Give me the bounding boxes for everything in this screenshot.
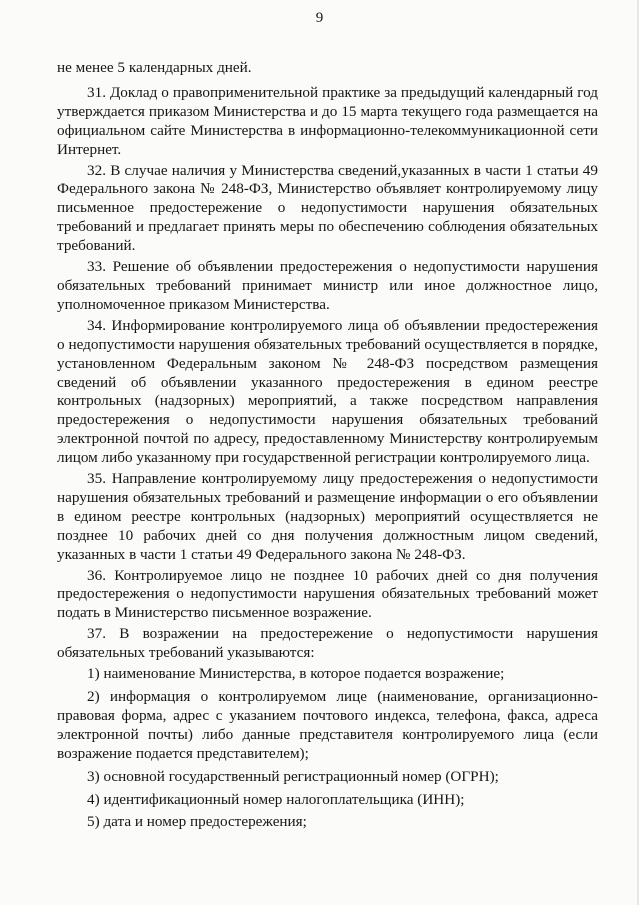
page-number: 9 [315, 10, 324, 26]
paragraph-32: 32. В случае наличия у Министерства сведений,указанных в части 1 статьи 49 Федерального закона № 248-ФЗ, Министерство объявляет контролируемому лицу письменное предостережение о недопустимости нарушения обязательных требований и предлагает принять меры по обеспечению соблюдения обязательных требований. [57, 161, 598, 255]
paragraph-33: 33. Решение об объявлении предостережения о недопустимости нарушения обязательных требований принимает министр или иное должностное лицо, уполномоченное приказом Министерства. [57, 258, 598, 313]
list-item-3: 3) основной государственный регистрационный номер (ОГРН); [87, 767, 499, 785]
list-item-4: 4) идентификационный номер налогоплательщика (ИНН); [87, 790, 465, 808]
paragraph-31: 31. Доклад о правоприменительной практике за предыдущий календарный год утверждается приказом Министерства и до 15 марта текущего года размещается на официальном сайте Министерства в информационно-телекоммуникационной сети Интернет. [57, 83, 598, 158]
paragraph-35: 35. Направление контролируемому лицу предостережения о недопустимости нарушения обязательных требований и размещение информации о его объявлении в едином реестре контрольных (надзорных) мероприятий осуществляется не позднее 10 рабочих дней со дня получения должностным лицом сведений, указанных в части 1 статьи 49 Федерального закона № 248-ФЗ. [57, 470, 598, 563]
list-item-5: 5) дата и номер предостережения; [87, 813, 307, 831]
paragraph-37: 37. В возражении на предостережение о недопустимости нарушения обязательных требований указываются: [57, 625, 598, 662]
paragraph-36: 36. Контролируемое лицо не позднее 10 рабочих дней со дня получения предостережения о недопустимости нарушения обязательных требований может подать в Министерство письменное возражение. [57, 566, 598, 622]
list-item-2: 2) информация о контролируемом лице (наименование, организационно-правовая форма, адрес с указанием почтового индекса, телефона, факса, адреса электронной почты) либо данные представителя контролируемого лица (если возражение подается представителем); [57, 688, 598, 762]
list-item-1: 1) наименование Министерства, в которое подается возражение; [87, 665, 505, 683]
paragraph-continuation: не менее 5 календарных дней. [57, 59, 252, 76]
paragraph-34: 34. Информирование контролируемого лица об объявлении предостережения о недопустимости нарушения обязательных требований осуществляется в порядке, установленном Федеральным законом № 248-ФЗ посредством размещения сведений об объявлении указанного предостережения в едином реестре контрольных (надзорных) мероприятий, а также посредством направления предостережения о недопустимости нарушения обязательных требований электронной почтой по адресу, предоставленному Министерству контролируемым лицом либо указанному при государственной регистрации контролируемого лица. [57, 316, 598, 467]
document-body [57, 59, 598, 836]
